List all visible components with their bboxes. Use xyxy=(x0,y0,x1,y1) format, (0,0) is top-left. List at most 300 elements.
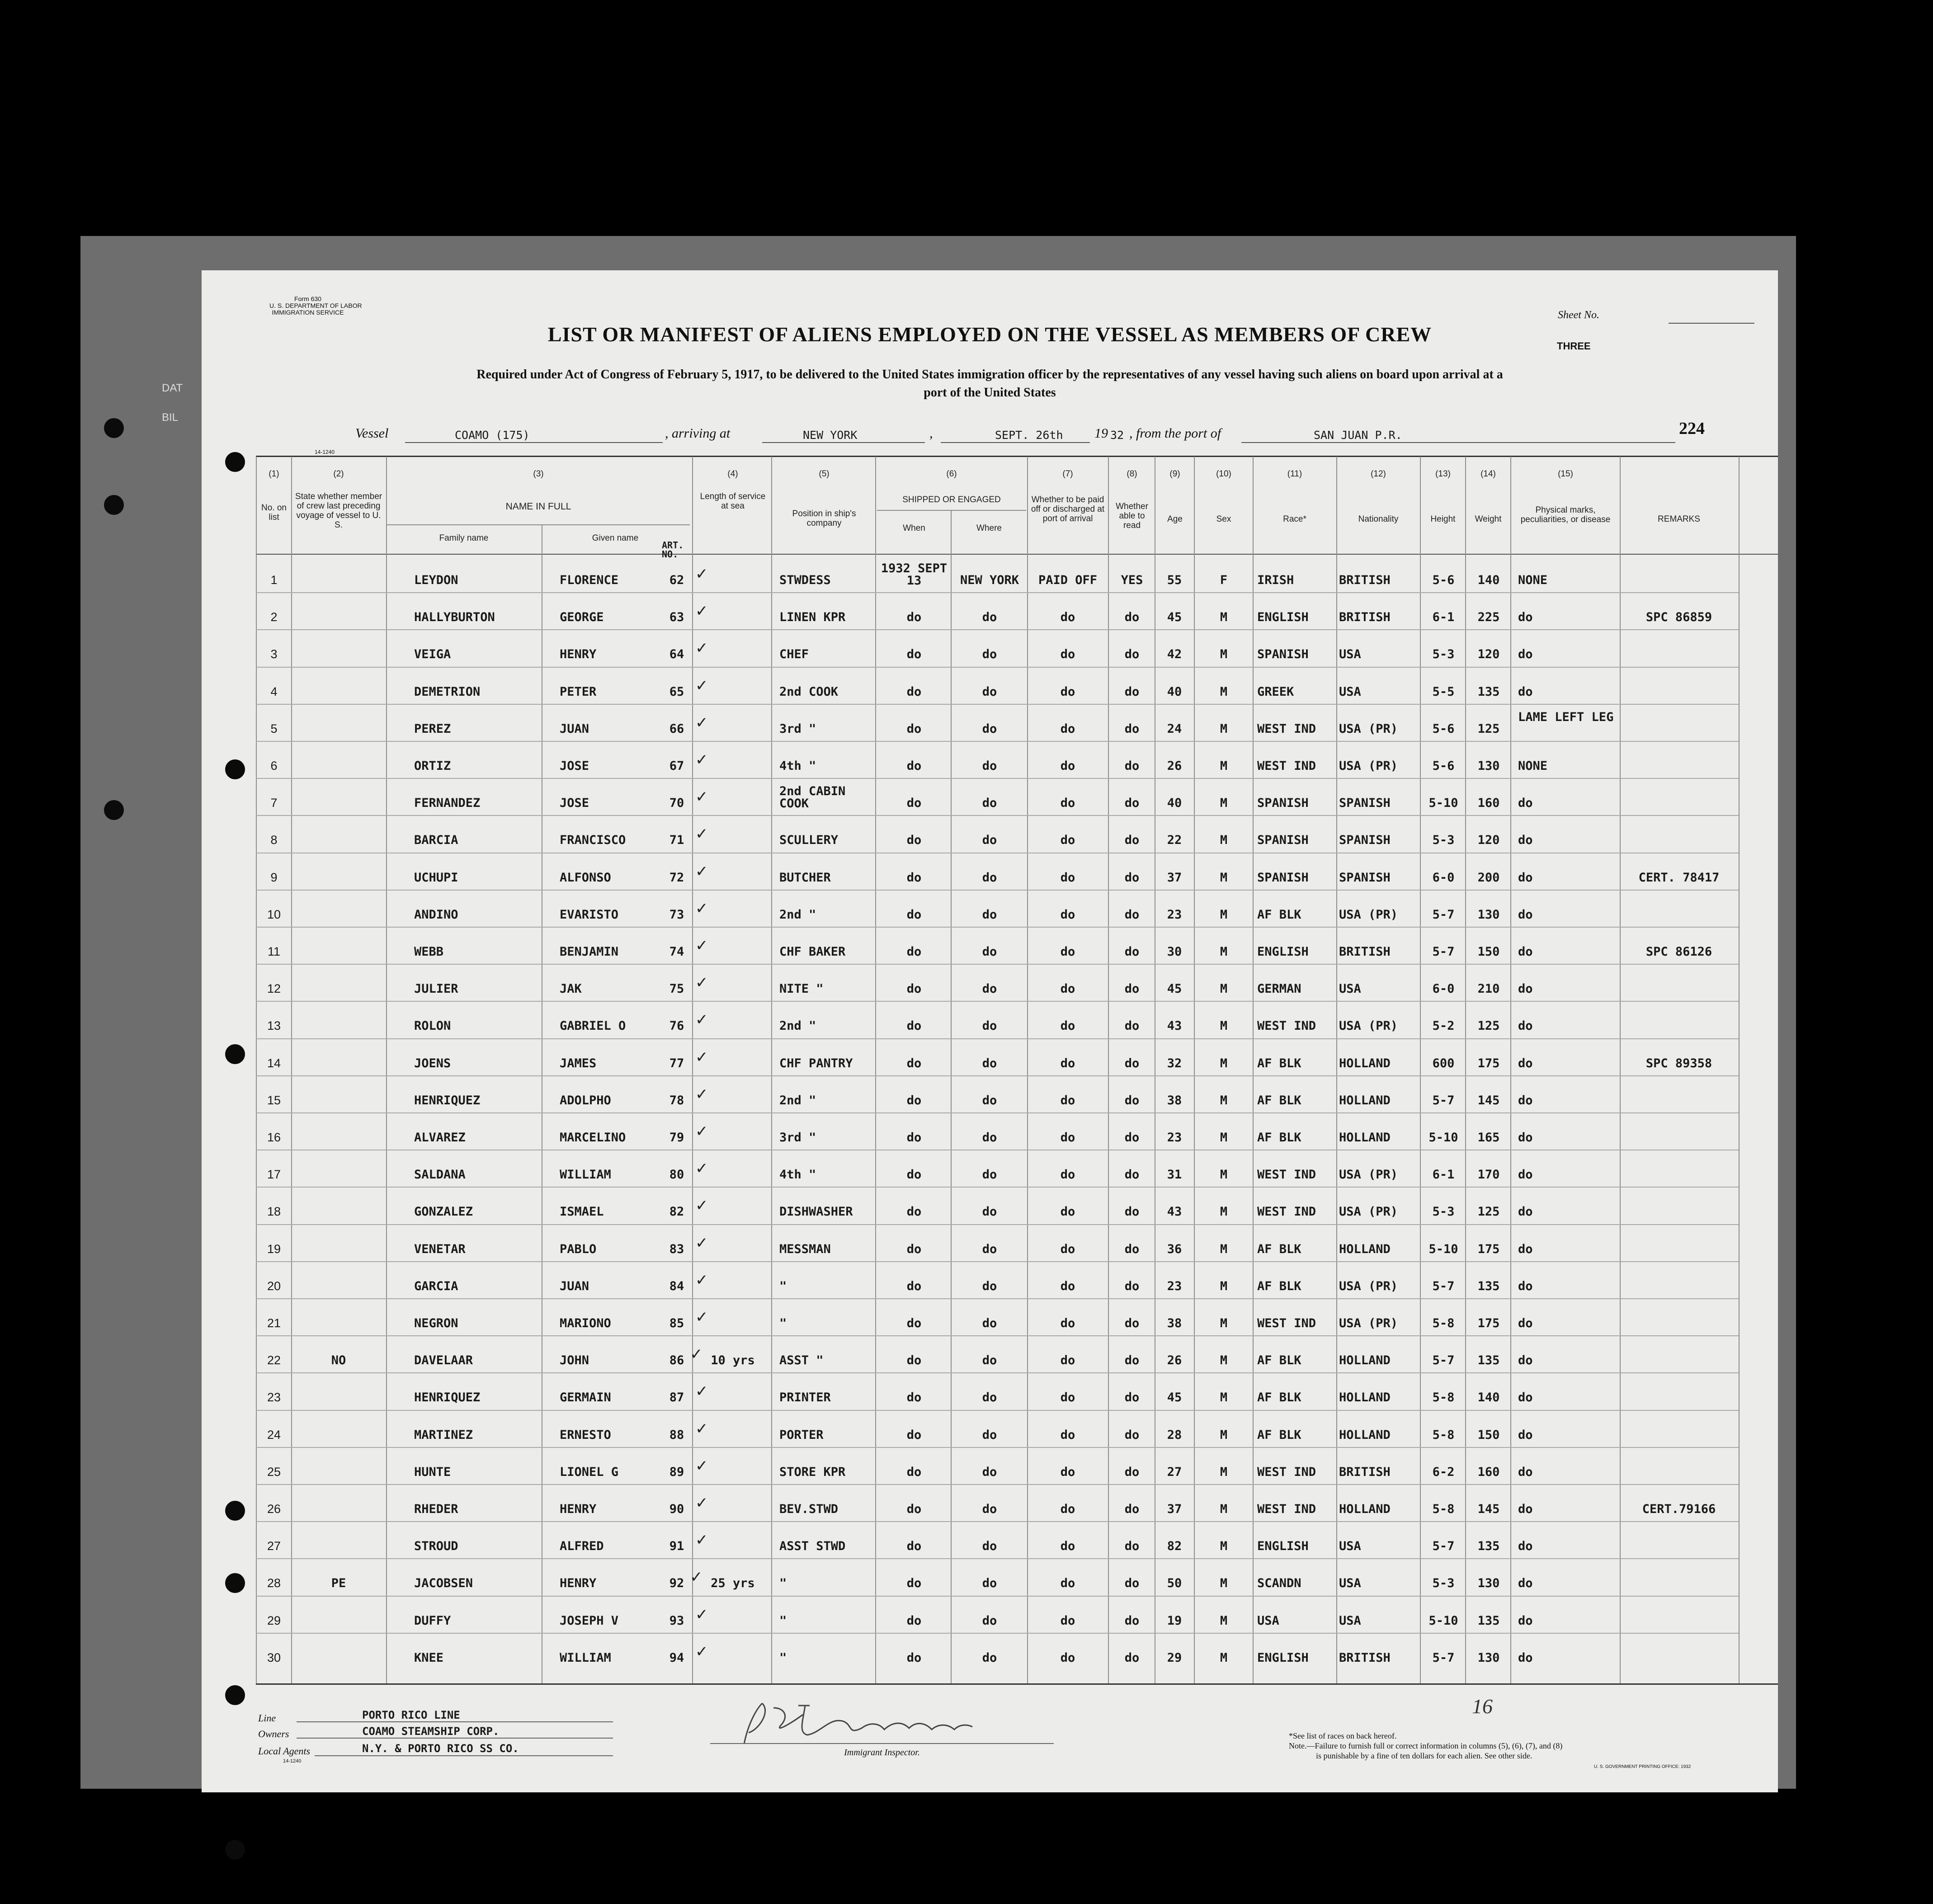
shipped-where-cell: do xyxy=(982,1056,997,1070)
given-name-cell: WILLIAM xyxy=(560,1651,611,1665)
check-mark-icon: ✓ xyxy=(695,1457,708,1475)
nationality-cell: USA xyxy=(1339,1576,1361,1590)
age-cell: 37 xyxy=(1167,871,1182,885)
row-number-cell: 14 xyxy=(267,1056,281,1070)
row-number-cell: 16 xyxy=(267,1131,281,1144)
given-name-cell: HENRY xyxy=(560,647,597,661)
punch-hole xyxy=(104,495,124,515)
able-to-read-cell: do xyxy=(1124,1576,1140,1590)
shipped-where-cell: do xyxy=(982,1651,997,1665)
weight-cell: 210 xyxy=(1477,982,1500,996)
row-number-cell: 22 xyxy=(267,1353,281,1367)
height-cell: 6-1 xyxy=(1432,1168,1455,1182)
able-to-read-cell: do xyxy=(1124,1614,1140,1628)
paid-off-cell: do xyxy=(1060,1093,1075,1108)
shipped-where-cell: do xyxy=(982,1093,997,1108)
sex-cell: M xyxy=(1220,1539,1228,1553)
shipped-where-cell: do xyxy=(982,1168,997,1182)
manifest-sheet xyxy=(202,270,1778,1792)
height-cell: 5-3 xyxy=(1432,833,1455,847)
physical-marks-cell: do xyxy=(1518,1428,1533,1442)
weight-cell: 200 xyxy=(1477,871,1500,885)
nationality-cell: BRITISH xyxy=(1339,1651,1391,1665)
able-to-read-cell: do xyxy=(1124,685,1140,699)
sex-cell: F xyxy=(1220,573,1228,587)
nationality-cell: SPANISH xyxy=(1339,871,1391,885)
age-cell: 24 xyxy=(1167,722,1182,736)
handwritten-number: 16 xyxy=(1472,1695,1493,1718)
col-number-weight: (14) xyxy=(1480,469,1496,479)
footer-agents: N.Y. & PORTO RICO SS CO. xyxy=(362,1742,519,1755)
family-name-cell: HALLYBURTON xyxy=(414,610,495,624)
position-cell: CHF BAKER xyxy=(779,945,846,959)
age-cell: 29 xyxy=(1167,1651,1182,1665)
col-header-marks: Physical marks, peculiarities, or disease xyxy=(1520,505,1611,524)
race-cell: AF BLK xyxy=(1257,1353,1301,1367)
col-number-shipped: (6) xyxy=(946,469,957,479)
sex-cell: M xyxy=(1220,759,1228,773)
weight-cell: 140 xyxy=(1477,1390,1500,1404)
shipped-where-cell: do xyxy=(982,796,997,810)
age-cell: 40 xyxy=(1167,796,1182,810)
given-name-cell: FLORENCE xyxy=(560,573,619,587)
family-name-cell: WEBB xyxy=(414,945,444,959)
table-bottom-rule xyxy=(256,1683,1778,1685)
art-number-cell: 78 xyxy=(669,1093,684,1108)
from-rule xyxy=(1241,442,1675,443)
table-row xyxy=(202,1187,1778,1224)
height-cell: 5-3 xyxy=(1432,1576,1455,1590)
row-number-cell: 10 xyxy=(267,908,281,921)
check-mark-icon: ✓ xyxy=(695,1382,708,1400)
physical-marks-cell: do xyxy=(1518,796,1533,810)
given-name-cell: GABRIEL O xyxy=(560,1019,626,1033)
shipped-when-cell: do xyxy=(906,610,922,624)
shipped-when-cell: do xyxy=(906,1279,922,1293)
paid-off-cell: do xyxy=(1060,1131,1075,1145)
weight-cell: 150 xyxy=(1477,1428,1500,1442)
shipped-when-cell: do xyxy=(906,796,922,810)
weight-cell: 130 xyxy=(1477,908,1500,922)
weight-cell: 225 xyxy=(1477,610,1500,624)
age-cell: 38 xyxy=(1167,1316,1182,1330)
family-name-cell: BARCIA xyxy=(414,833,458,847)
nationality-cell: USA (PR) xyxy=(1339,1316,1398,1330)
table-row xyxy=(202,1150,1778,1187)
position-cell: CHF PANTRY xyxy=(779,1056,853,1070)
paid-off-cell: do xyxy=(1060,1316,1075,1330)
side-stamp: DAT xyxy=(162,382,183,394)
weight-cell: 125 xyxy=(1477,722,1500,736)
position-cell: " xyxy=(779,1576,787,1590)
weight-cell: 120 xyxy=(1477,647,1500,661)
family-name-cell: GONZALEZ xyxy=(414,1205,473,1219)
shipped-when-cell: do xyxy=(906,759,922,773)
race-cell: WEST IND xyxy=(1257,1019,1316,1033)
art-number-cell: 63 xyxy=(669,610,684,624)
shipped-when-cell: do xyxy=(906,1093,922,1108)
family-name-cell: UCHUPI xyxy=(414,871,458,885)
paid-off-cell: do xyxy=(1060,1242,1075,1256)
able-to-read-cell: do xyxy=(1124,945,1140,959)
position-cell: SCULLERY xyxy=(779,833,839,847)
weight-cell: 120 xyxy=(1477,833,1500,847)
weight-cell: 150 xyxy=(1477,945,1500,959)
sex-cell: M xyxy=(1220,1242,1228,1256)
able-to-read-cell: do xyxy=(1124,1390,1140,1404)
sex-cell: M xyxy=(1220,1576,1228,1590)
nationality-cell: USA xyxy=(1339,1614,1361,1628)
col-number-height: (13) xyxy=(1435,469,1451,479)
nationality-cell: BRITISH xyxy=(1339,573,1391,587)
shipped-where-cell: do xyxy=(982,871,997,885)
age-cell: 40 xyxy=(1167,685,1182,699)
shipped-when-cell: do xyxy=(906,1428,922,1442)
table-top-rule xyxy=(256,456,1778,457)
physical-marks-cell: do xyxy=(1518,1168,1533,1182)
height-cell: 6-0 xyxy=(1432,871,1455,885)
table-row xyxy=(202,1075,1778,1112)
physical-marks-cell: do xyxy=(1518,1205,1533,1219)
position-cell: 2nd CABIN COOK xyxy=(779,784,846,811)
art-number-cell: 83 xyxy=(669,1242,684,1256)
weight-cell: 160 xyxy=(1477,796,1500,810)
col-number-sex: (10) xyxy=(1216,469,1231,479)
race-cell: WEST IND xyxy=(1257,1205,1316,1219)
race-cell: AF BLK xyxy=(1257,1093,1301,1108)
paid-off-cell: do xyxy=(1060,1651,1075,1665)
paid-off-cell: do xyxy=(1060,945,1075,959)
height-cell: 5-2 xyxy=(1432,1019,1455,1033)
col-header-nationality: Nationality xyxy=(1358,514,1399,524)
weight-cell: 135 xyxy=(1477,1279,1500,1293)
side-stamp: BIL xyxy=(162,411,179,424)
physical-marks-cell: do xyxy=(1518,647,1533,661)
sheet-value: THREE xyxy=(1557,340,1591,352)
art-number-cell: 82 xyxy=(669,1205,684,1219)
age-cell: 38 xyxy=(1167,1093,1182,1108)
able-to-read-cell: do xyxy=(1124,1279,1140,1293)
check-mark-icon: ✓ xyxy=(695,974,708,992)
table-row xyxy=(202,1558,1778,1595)
row-number-cell: 11 xyxy=(267,945,281,958)
col-header-read: Whether able to read xyxy=(1116,502,1148,530)
physical-marks-cell: do xyxy=(1518,1242,1533,1256)
height-cell: 5-8 xyxy=(1432,1390,1455,1404)
race-cell: WEST IND xyxy=(1257,1316,1316,1330)
check-mark-icon: ✓ xyxy=(695,825,708,843)
age-cell: 23 xyxy=(1167,1279,1182,1293)
nationality-cell: USA (PR) xyxy=(1339,1205,1398,1219)
shipped-when-cell: do xyxy=(906,833,922,847)
race-cell: AF BLK xyxy=(1257,1131,1301,1145)
sex-cell: M xyxy=(1220,982,1228,996)
row-number-cell: 15 xyxy=(267,1093,281,1107)
art-number-cell: 74 xyxy=(669,945,684,959)
nationality-cell: USA xyxy=(1339,647,1361,661)
table-row xyxy=(202,927,1778,964)
col-header-shipped: SHIPPED OR ENGAGED xyxy=(902,495,1001,504)
race-cell: SPANISH xyxy=(1257,871,1309,885)
nationality-cell: USA (PR) xyxy=(1339,1168,1398,1182)
art-number-cell: 66 xyxy=(669,722,684,736)
given-name-cell: JUAN xyxy=(560,722,589,736)
previous-voyage-cell: NO xyxy=(331,1353,346,1367)
subtitle-line-2: port of the United States xyxy=(924,386,1056,400)
able-to-read-cell: do xyxy=(1124,982,1140,996)
col-number-no: (1) xyxy=(269,469,279,479)
row-number-cell: 17 xyxy=(267,1168,281,1181)
age-cell: 82 xyxy=(1167,1539,1182,1553)
physical-marks-cell: do xyxy=(1518,1614,1533,1628)
paid-off-cell: do xyxy=(1060,982,1075,996)
physical-marks-cell: do xyxy=(1518,1465,1533,1479)
row-number-cell: 2 xyxy=(270,610,278,624)
art-number-cell: 88 xyxy=(669,1428,684,1442)
art-number-cell: 86 xyxy=(669,1353,684,1367)
shipped-where-cell: do xyxy=(982,1205,997,1219)
race-cell: GERMAN xyxy=(1257,982,1301,996)
table-row xyxy=(202,890,1778,927)
art-number-cell: 80 xyxy=(669,1168,684,1182)
nationality-cell: USA (PR) xyxy=(1339,908,1398,922)
col-header-weight: Weight xyxy=(1475,514,1502,524)
position-cell: CHEF xyxy=(779,647,809,661)
race-cell: SPANISH xyxy=(1257,833,1309,847)
position-cell: " xyxy=(779,1316,787,1330)
check-mark-icon: ✓ xyxy=(695,1197,708,1215)
race-cell: USA xyxy=(1257,1614,1279,1628)
physical-marks-cell: do xyxy=(1518,1279,1533,1293)
given-name-cell: JAMES xyxy=(560,1056,597,1070)
arriving-rule xyxy=(762,442,925,443)
nationality-cell: USA xyxy=(1339,1539,1361,1553)
sheet-label: Sheet No. xyxy=(1558,309,1599,321)
race-cell: WEST IND xyxy=(1257,1502,1316,1516)
weight-cell: 135 xyxy=(1477,1614,1500,1628)
printing-office: U. S. GOVERNMENT PRINTING OFFICE: 1932 xyxy=(1594,1764,1691,1769)
row-number-cell: 29 xyxy=(267,1614,281,1627)
physical-marks-cell: do xyxy=(1518,1576,1533,1590)
vessel-name: COAMO (175) xyxy=(455,429,530,442)
shipped-where-cell: do xyxy=(982,1576,997,1590)
art-number-cell: 73 xyxy=(669,908,684,922)
table-row xyxy=(202,1335,1778,1372)
art-number-cell: 75 xyxy=(669,982,684,996)
table-row xyxy=(202,1596,1778,1633)
shipped-where-cell: do xyxy=(982,945,997,959)
race-cell: ENGLISH xyxy=(1257,1539,1309,1553)
paid-off-cell: do xyxy=(1060,1576,1075,1590)
row-number-cell: 12 xyxy=(267,982,281,995)
art-number-cell: 62 xyxy=(669,573,684,587)
able-to-read-cell: do xyxy=(1124,1019,1140,1033)
family-name-cell: DEMETRION xyxy=(414,685,481,699)
paid-off-cell: do xyxy=(1060,610,1075,624)
physical-marks-cell: do xyxy=(1518,1353,1533,1367)
family-name-cell: JULIER xyxy=(414,982,458,996)
given-name-cell: EVARISTO xyxy=(560,908,619,922)
check-mark-icon: ✓ xyxy=(695,1234,708,1252)
table-row xyxy=(202,629,1778,666)
service: IMMIGRATION SERVICE xyxy=(272,309,344,316)
paid-off-cell: do xyxy=(1060,1390,1075,1404)
given-name-cell: MARCELINO xyxy=(560,1131,626,1145)
note-fine-line-1: Note.—Failure to furnish full or correct information in columns (5), (6), (7), and (8) xyxy=(1289,1741,1563,1750)
nationality-cell: HOLLAND xyxy=(1339,1131,1391,1145)
position-cell: 2nd COOK xyxy=(779,685,839,699)
able-to-read-cell: do xyxy=(1124,871,1140,885)
vessel-rule xyxy=(405,442,663,443)
age-cell: 37 xyxy=(1167,1502,1182,1516)
family-name-cell: ALVAREZ xyxy=(414,1131,466,1145)
service-length-cell: 25 yrs xyxy=(711,1576,755,1590)
shipped-where-cell: NEW YORK xyxy=(960,573,1019,587)
col-number-prev: (2) xyxy=(333,469,344,479)
shipped-when-cell: do xyxy=(906,1316,922,1330)
sex-cell: M xyxy=(1220,1093,1228,1108)
height-cell: 5-10 xyxy=(1429,1131,1458,1145)
family-name-cell: VENETAR xyxy=(414,1242,466,1256)
position-cell: " xyxy=(779,1651,787,1665)
col-header-age: Age xyxy=(1167,514,1183,524)
nationality-cell: HOLLAND xyxy=(1339,1242,1391,1256)
check-mark-icon: ✓ xyxy=(695,1271,708,1289)
table-row xyxy=(202,741,1778,778)
position-cell: 3rd " xyxy=(779,1131,816,1145)
sex-cell: M xyxy=(1220,610,1228,624)
age-cell: 27 xyxy=(1167,1465,1182,1479)
vessel-label: Vessel xyxy=(355,426,389,441)
nationality-cell: USA (PR) xyxy=(1339,759,1398,773)
given-name-cell: GERMAIN xyxy=(560,1390,611,1404)
position-cell: NITE " xyxy=(779,982,824,996)
check-mark-icon: ✓ xyxy=(690,1345,703,1363)
check-mark-icon: ✓ xyxy=(690,1568,703,1586)
year-prefix: 19 xyxy=(1094,426,1108,441)
sex-cell: M xyxy=(1220,833,1228,847)
art-number-cell: 76 xyxy=(669,1019,684,1033)
row-number-cell: 27 xyxy=(267,1539,281,1553)
height-cell: 5-8 xyxy=(1432,1428,1455,1442)
given-name-cell: JOSE xyxy=(560,759,589,773)
age-cell: 42 xyxy=(1167,647,1182,661)
height-cell: 6-0 xyxy=(1432,982,1455,996)
col-header-art: ART. NO. xyxy=(662,540,684,560)
weight-cell: 145 xyxy=(1477,1093,1500,1108)
height-cell: 5-7 xyxy=(1432,908,1455,922)
table-header-rule xyxy=(256,554,1778,555)
art-number-cell: 84 xyxy=(669,1279,684,1293)
col-number-paid: (7) xyxy=(1062,469,1073,479)
given-name-cell: JAK xyxy=(560,982,582,996)
table-row xyxy=(202,815,1778,852)
note-fine-line-2: is punishable by a fine of ten dollars for each alien. See other side. xyxy=(1316,1751,1532,1760)
shipped-when-cell: do xyxy=(906,1205,922,1219)
row-number-cell: 13 xyxy=(267,1019,281,1032)
shipped-where-cell: do xyxy=(982,1353,997,1367)
position-cell: LINEN KPR xyxy=(779,610,846,624)
paid-off-cell: do xyxy=(1060,833,1075,847)
col-number-age: (9) xyxy=(1169,469,1180,479)
paid-off-cell: do xyxy=(1060,1168,1075,1182)
table-row xyxy=(202,1447,1778,1484)
able-to-read-cell: do xyxy=(1124,1093,1140,1108)
height-cell: 6-1 xyxy=(1432,610,1455,624)
punch-hole xyxy=(104,800,124,820)
shipped-when-cell: do xyxy=(906,871,922,885)
age-cell: 45 xyxy=(1167,610,1182,624)
given-name-cell: HENRY xyxy=(560,1576,597,1590)
given-name-cell: ISMAEL xyxy=(560,1205,604,1219)
row-number-cell: 26 xyxy=(267,1502,281,1516)
age-cell: 26 xyxy=(1167,1353,1182,1367)
able-to-read-cell: do xyxy=(1124,1539,1140,1553)
race-cell: ENGLISH xyxy=(1257,945,1309,959)
remarks-cell: SPC 86126 xyxy=(1645,945,1712,959)
footer-agents-rule xyxy=(315,1755,613,1756)
weight-cell: 125 xyxy=(1477,1205,1500,1219)
art-number-cell: 89 xyxy=(669,1465,684,1479)
given-name-cell: ERNESTO xyxy=(560,1428,611,1442)
form-number: Form 630 xyxy=(294,295,321,302)
paid-off-cell: do xyxy=(1060,1502,1075,1516)
weight-cell: 125 xyxy=(1477,1019,1500,1033)
check-mark-icon: ✓ xyxy=(695,788,708,806)
date-rule xyxy=(941,442,1090,443)
able-to-read-cell: do xyxy=(1124,1465,1140,1479)
table-row xyxy=(202,1001,1778,1038)
sex-cell: M xyxy=(1220,1279,1228,1293)
table-row xyxy=(202,1633,1778,1670)
art-number-cell: 77 xyxy=(669,1056,684,1070)
shipped-when-cell: do xyxy=(906,1539,922,1553)
sex-cell: M xyxy=(1220,1019,1228,1033)
height-cell: 5-7 xyxy=(1432,1353,1455,1367)
family-name-cell: KNEE xyxy=(414,1651,444,1665)
height-cell: 5-7 xyxy=(1432,1539,1455,1553)
table-row xyxy=(202,1224,1778,1261)
form-id-block xyxy=(269,295,362,316)
nationality-cell: HOLLAND xyxy=(1339,1056,1391,1070)
shipped-where-cell: do xyxy=(982,1019,997,1033)
shipped-when-cell: do xyxy=(906,1131,922,1145)
paid-off-cell: do xyxy=(1060,1056,1075,1070)
paid-off-cell: do xyxy=(1060,1539,1075,1553)
paid-off-cell: do xyxy=(1060,1279,1075,1293)
nationality-cell: HOLLAND xyxy=(1339,1093,1391,1108)
physical-marks-cell: NONE xyxy=(1518,573,1548,587)
col-header-paid: Whether to be paid off or discharged at port of arrival xyxy=(1031,495,1105,523)
paid-off-cell: do xyxy=(1060,1614,1075,1628)
given-name-cell: JOHN xyxy=(560,1353,589,1367)
row-number-cell: 1 xyxy=(270,573,278,587)
paid-off-cell: do xyxy=(1060,1428,1075,1442)
col-header-name: NAME IN FULL xyxy=(505,501,571,512)
col-header-when: When xyxy=(903,523,925,533)
art-number-cell: 71 xyxy=(669,833,684,847)
footer-owners: COAMO STEAMSHIP CORP. xyxy=(362,1725,500,1738)
shipped-where-cell: do xyxy=(982,1131,997,1145)
weight-cell: 175 xyxy=(1477,1056,1500,1070)
check-mark-icon: ✓ xyxy=(695,1494,708,1512)
table-row xyxy=(202,1521,1778,1558)
table-row xyxy=(202,778,1778,815)
paid-off-cell: PAID OFF xyxy=(1038,573,1098,587)
footer-owners-label: Owners xyxy=(258,1728,289,1739)
row-number-cell: 6 xyxy=(270,759,278,773)
sex-cell: M xyxy=(1220,1353,1228,1367)
